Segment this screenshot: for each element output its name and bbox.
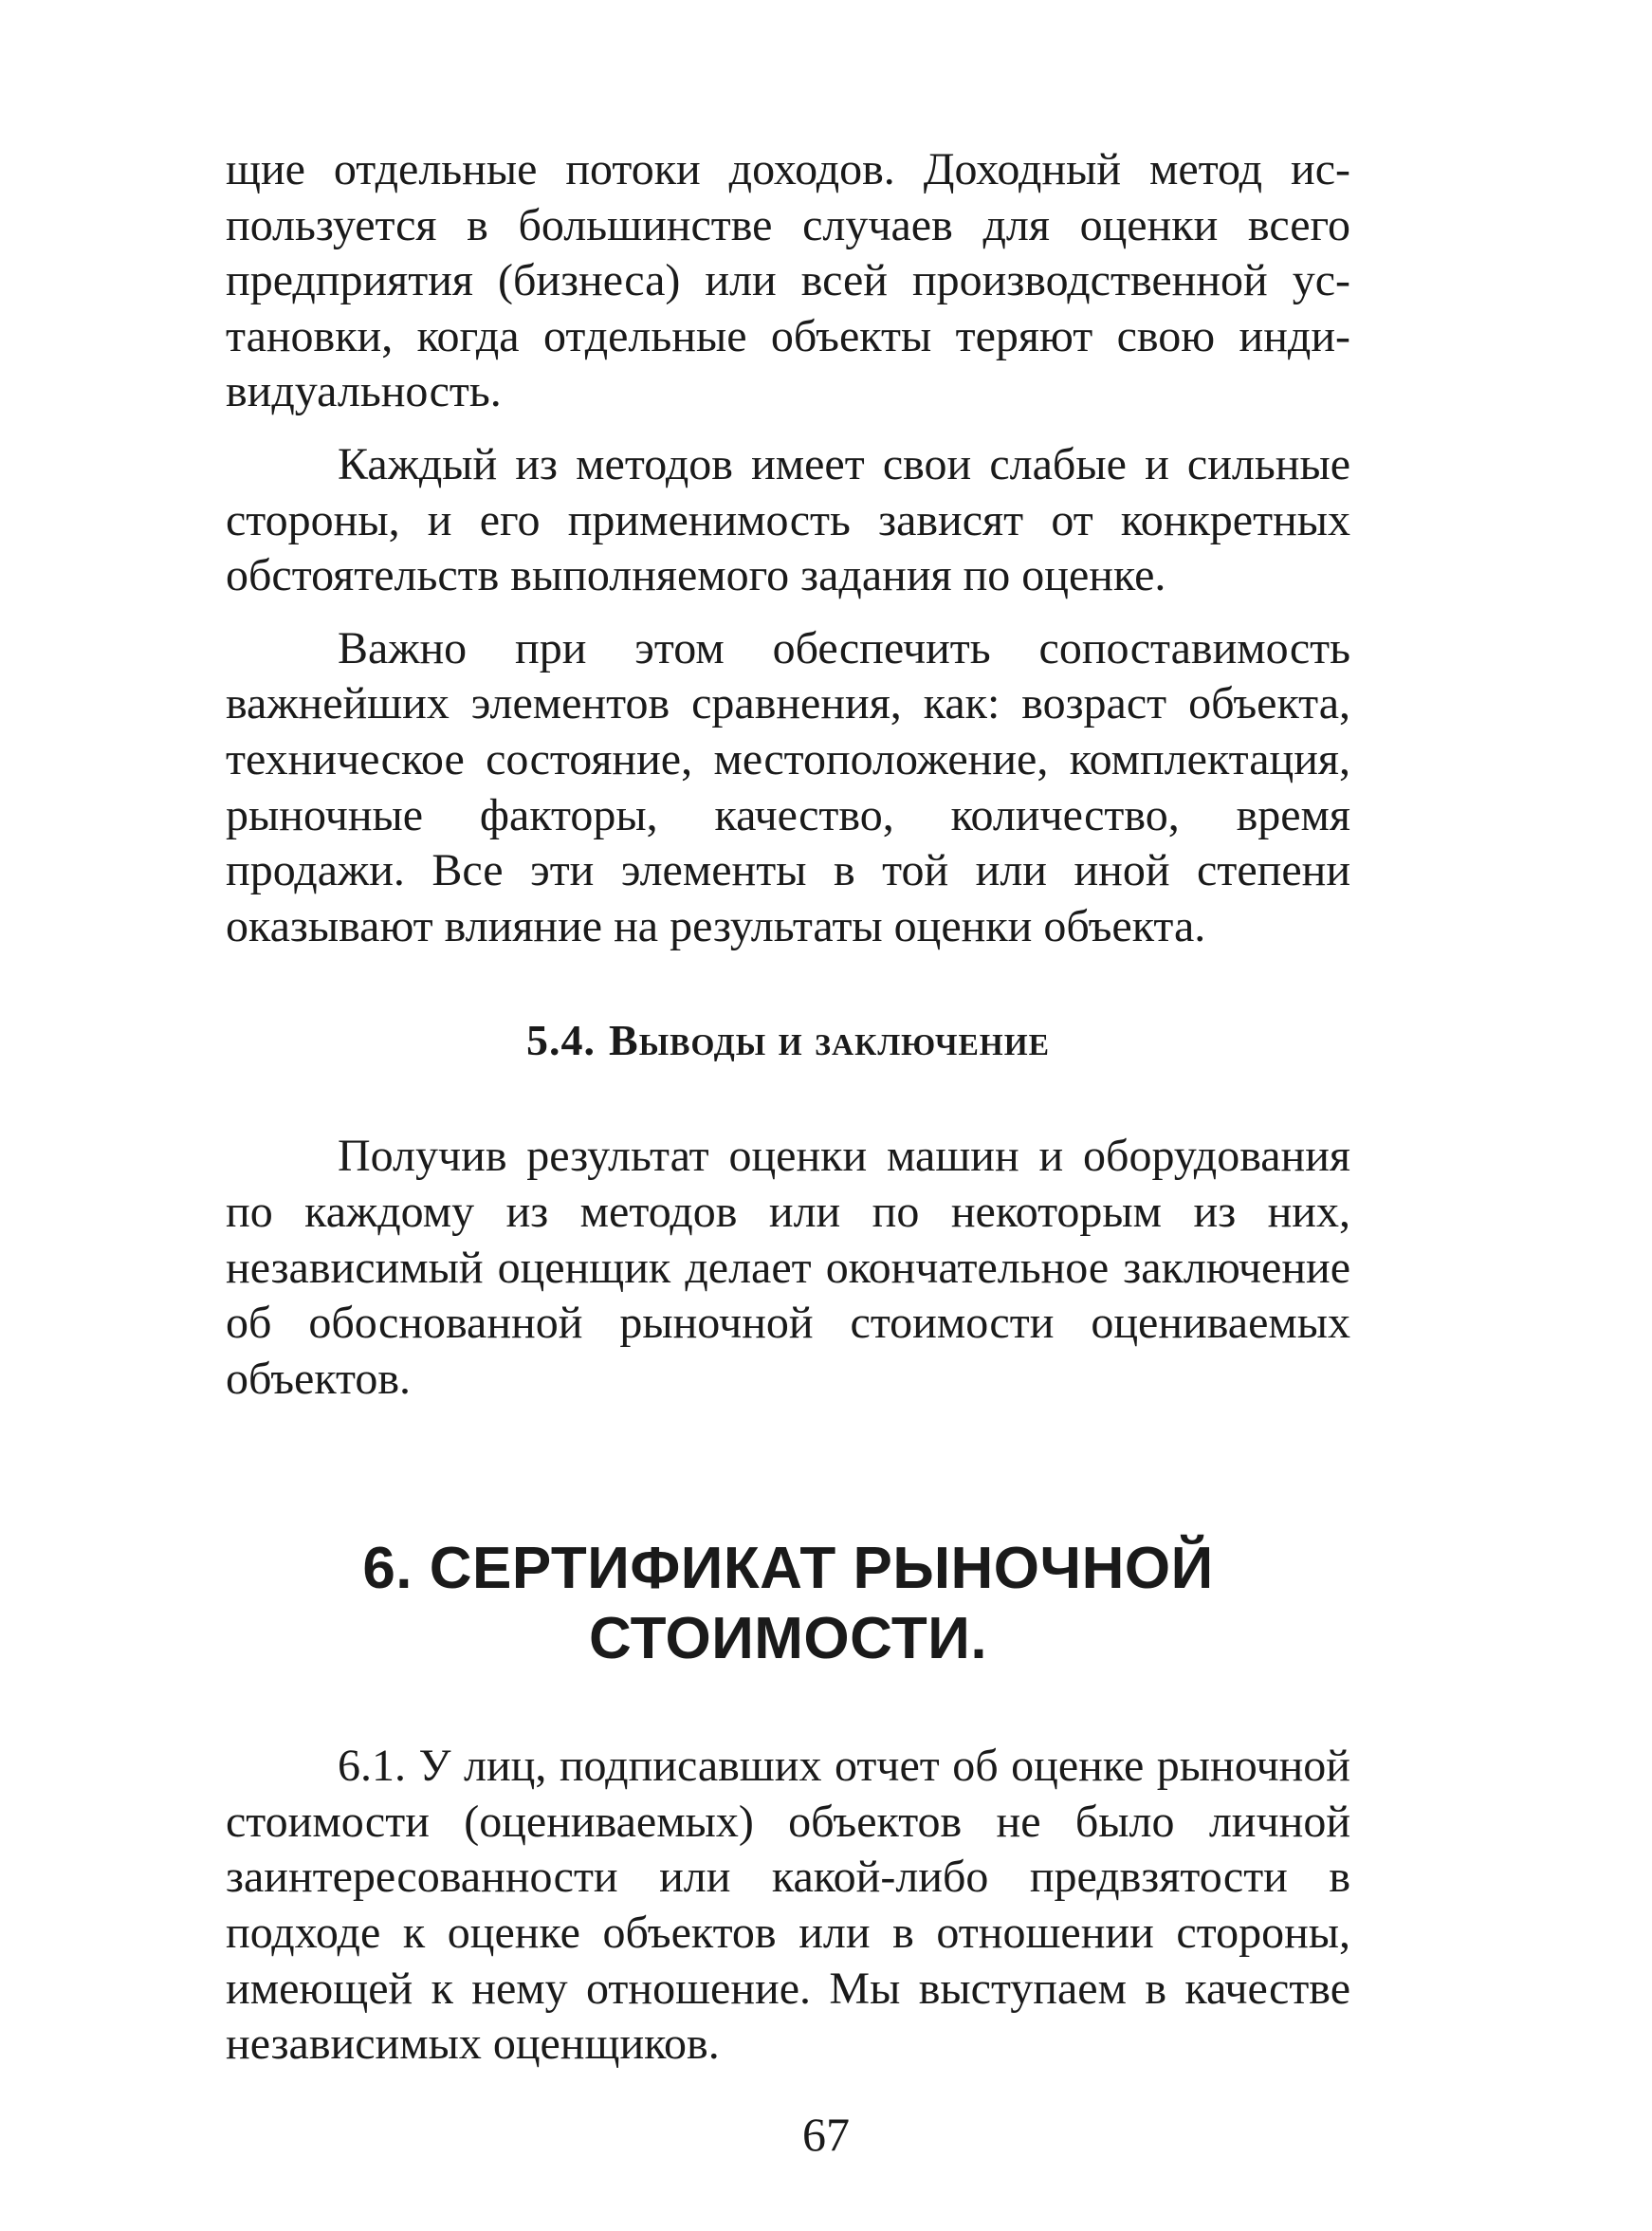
- paragraph-methods-strengths: Каждый из методов имеет свои слабые и сильные стороны, и его применимость зависят от конкретных обстоятельств выполняемого задания по оценке.: [226, 438, 1350, 601]
- page-body: [226, 142, 1350, 2073]
- chapter-title-line-1: 6. СЕРТИФИКАТ РЫНОЧНОЙ: [362, 1536, 1214, 1602]
- subsection-heading: [226, 1013, 1350, 1068]
- paragraph-comparability: Важно при этом обеспечить сопоставимость важнейших элементов сравнения, как: возраст объекта, техническое состояние, местоположение, комплектация, рыночные факторы, качество, количество, время продажи. Все эти элементы в той или иной степени оказывают влияние на результаты оценки объекта.: [226, 622, 1350, 951]
- paragraph-conclusion: Получив результат оценки машин и оборудования по каждому из методов или по некоторым из них, независимый оценщик делает окончательное заключение об обоснованной рыночной стоимости оцениваемых объектов.: [226, 1131, 1350, 1404]
- paragraph-income-method: щие отдельные потоки доходов. Доходный метод используется в большинстве случаев для оценки всего предприятия (бизнеса) или всей производственной установки, когда отдельные объекты теряют свою индивидуальность.: [226, 144, 1350, 417]
- chapter-title-line-2: СТОИМОСТИ.: [588, 1606, 988, 1672]
- subsection-title: Выводы и заключение: [609, 1016, 1050, 1065]
- subsection-number: 5.4.: [526, 1016, 597, 1065]
- paragraph-certificate-clause: 6.1. У лиц, подписавших отчет об оценке рыночной стоимости (оцениваемых) объектов не было личной заинтересованности или какой-либо предвзятости в подходе к оценке объектов или в отношении стороны, имеющей к нему отношение. Мы выступаем в качестве независимых оценщиков.: [226, 1741, 1350, 2070]
- chapter-heading: [226, 1534, 1350, 1674]
- page-number: 67: [802, 2108, 850, 2161]
